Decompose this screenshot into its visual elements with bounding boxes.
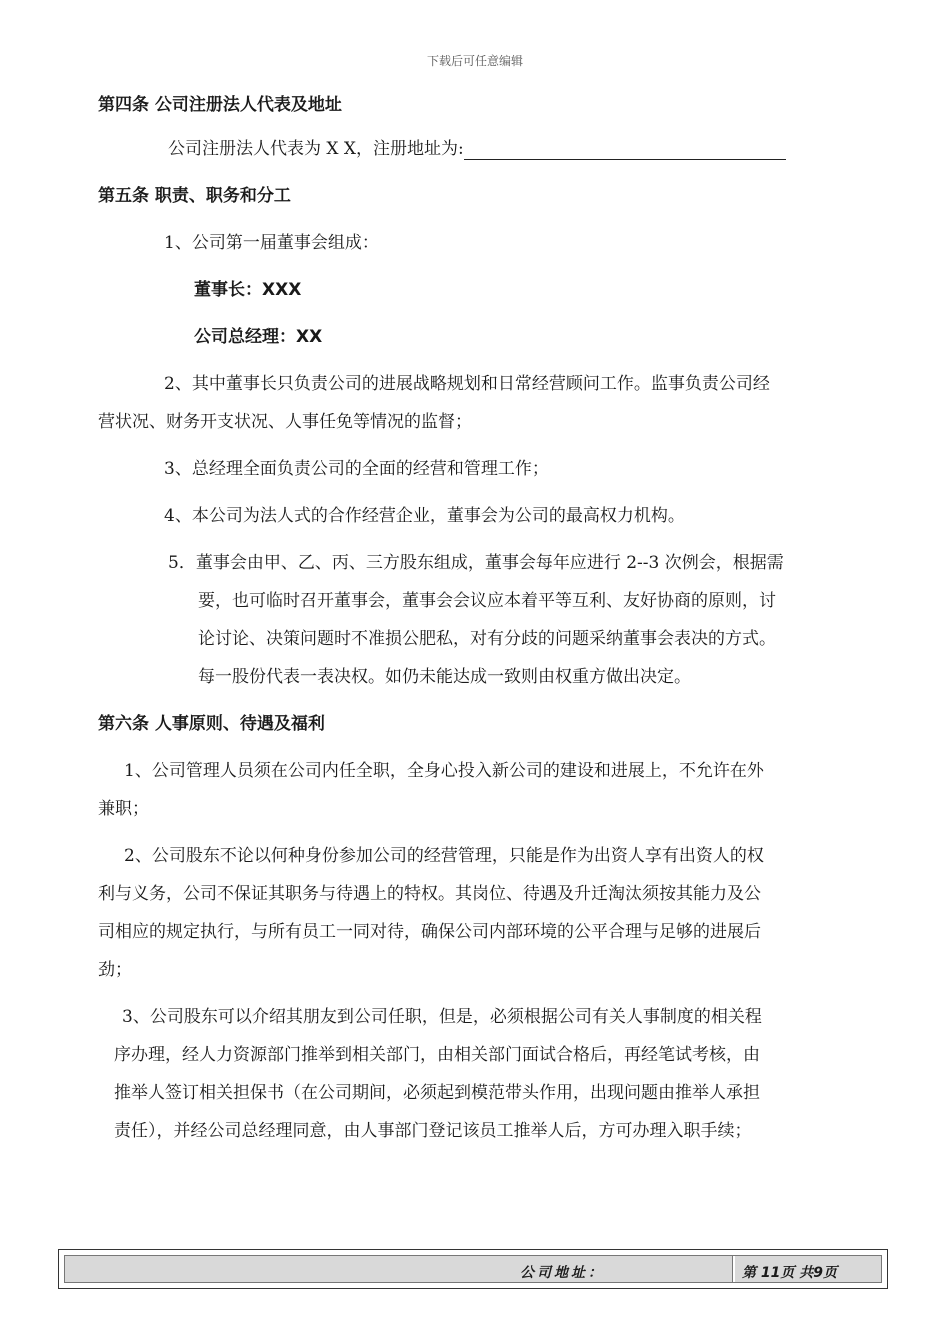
page-number: 第 11页 共9页 <box>742 1265 837 1281</box>
art6-item-2-line-1: 2、公司股东不论以何种身份参加公司的经营管理，只能是作为出资人享有出资人的权 <box>124 846 764 866</box>
company-address-label: 公司地址： <box>520 1265 605 1281</box>
art6-item-1-line-2: 兼职； <box>98 799 149 819</box>
art5-item-4: 4、本公司为法人式的合作经营企业，董事会为公司的最高权力机构。 <box>164 506 685 526</box>
legal-rep-text: 公司注册法人代表为 X X，注册地址为: <box>168 139 464 159</box>
art6-item-1-line-1: 1、公司管理人员须在公司内任全职，全身心投入新公司的建设和进展上，不允许在外 <box>124 761 764 781</box>
article-6-title: 第六条 人事原则、待遇及福利 <box>98 714 325 734</box>
art5-item-1: 1、公司第一届董事会组成： <box>164 233 379 253</box>
art6-item-3-line-1: 3、公司股东可以介绍其朋友到公司任职，但是，必须根据公司有关人事制度的相关程 <box>122 1007 762 1027</box>
document-body <box>98 92 848 1150</box>
art6-item-3-line-2: 序办理，经人力资源部门推举到相关部门，由相关部门面试合格后，再经笔试考核，由 <box>114 1045 760 1065</box>
art5-item-2-line-1: 2、其中董事长只负责公司的进展战略规划和日常经营顾问工作。监事负责公司经 <box>164 374 770 394</box>
page-footer <box>58 1249 888 1289</box>
article-4-line <box>98 130 848 168</box>
art5-item-5-line-4: 每一股份代表一表决权。如仍未能达成一致则由权重方做出决定。 <box>198 667 691 687</box>
art5-item-5-line-3: 论讨论、决策问题时不准损公肥私，对有分歧的问题采纳董事会表决的方式。 <box>198 629 776 649</box>
article-5-title: 第五条 职责、职务和分工 <box>98 186 291 206</box>
art5-item-5-line-2: 要，也可临时召开董事会，董事会会议应本着平等互利、友好协商的原则，讨 <box>198 591 776 611</box>
art6-item-3-line-3: 推举人签订相关担保书（在公司期间，必须起到模范带头作用，出现问题由推举人承担 <box>114 1083 760 1103</box>
chairman-line: 董事长：XXX <box>194 280 302 300</box>
art6-item-2-line-4: 劲； <box>98 960 132 980</box>
art6-item-2-line-2: 利与义务，公司不保证其职务与待遇上的特权。其岗位、待遇及升迁淘汰须按其能力及公 <box>98 884 761 904</box>
footer-bar <box>64 1255 882 1283</box>
article-4-title: 第四条 公司注册法人代表及地址 <box>98 95 342 115</box>
art6-item-3-line-4: 责任），并经公司总经理同意，由人事部门登记该员工推举人后，方可办理入职手续； <box>114 1121 752 1141</box>
download-watermark: 下载后可任意编辑 <box>426 54 523 68</box>
art6-item-2-line-3: 司相应的规定执行，与所有员工一同对待，确保公司内部环境的公平合理与足够的进展后 <box>98 922 761 942</box>
art5-item-3: 3、总经理全面负责公司的全面的经营和管理工作； <box>164 459 549 479</box>
general-manager-line: 公司总经理：XX <box>194 327 323 347</box>
art5-item-2-line-2: 营状况、财务开支状况、人事任免等情况的监督； <box>98 412 472 432</box>
art5-item-5-line-1: 5．董事会由甲、乙、丙、三方股东组成，董事会每年应进行 2--3 次例会，根据需 <box>168 553 784 573</box>
address-blank-line <box>464 137 786 160</box>
footer-divider <box>732 1256 735 1282</box>
